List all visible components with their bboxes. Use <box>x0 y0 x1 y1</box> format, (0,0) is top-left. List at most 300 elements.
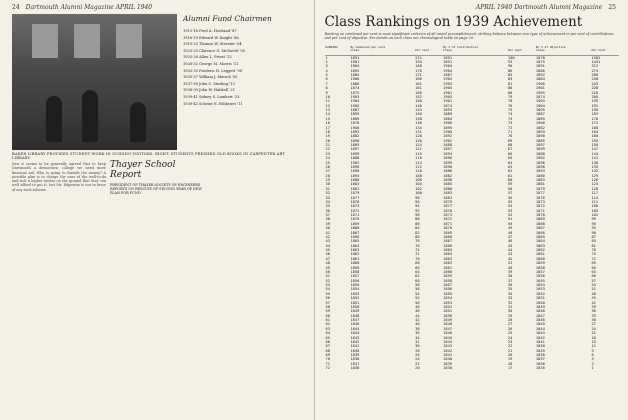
table-cell: 99 <box>591 217 596 222</box>
table-cell: 32 <box>325 191 330 196</box>
table-cell: 1904 <box>443 64 453 69</box>
table-cell: 1888 <box>443 143 453 148</box>
table-cell: 80 <box>507 86 513 91</box>
table-cell: 1838 <box>443 366 453 371</box>
table-cell: 53 <box>325 283 330 288</box>
table-cell: 1893 <box>350 129 360 134</box>
table-cell: 1892 <box>443 134 453 139</box>
table-cell: 2 <box>591 361 594 366</box>
chairman-item: 1938-39 John W. Hubbell '21 <box>183 88 235 93</box>
table-cell: 1836 <box>535 361 545 366</box>
table-cell: 61 <box>507 173 513 178</box>
table-cell: 25 <box>325 160 330 165</box>
table-cell: 1905 <box>350 103 360 108</box>
table-cell: 28 <box>507 318 513 323</box>
table-cell: 1876 <box>350 199 360 204</box>
table-cell: 112 <box>415 164 422 169</box>
table-cell: 19 <box>325 134 330 139</box>
table-cell: 150 <box>415 99 422 104</box>
table-cell: 56 <box>415 287 420 292</box>
table-cell: 47 <box>507 234 513 239</box>
table-cell: 27 <box>325 169 330 174</box>
table-cell: 85 <box>507 73 513 78</box>
table-cell: 176 <box>415 68 422 73</box>
table-cell: 1451 <box>591 59 601 64</box>
table-cell: 100 <box>415 191 422 196</box>
table-cell: 42 <box>507 256 513 261</box>
table-cell: 1857 <box>535 269 545 274</box>
table-cell: 82 <box>415 230 420 235</box>
table-cell: 1889 <box>350 116 360 121</box>
table-cell: 90 <box>591 230 596 235</box>
chairman-item: 1913-16 Fred A. Howland '87 <box>183 29 237 33</box>
table-cell: 135 <box>591 164 599 169</box>
table-cell: 1861 <box>443 265 453 270</box>
table-cell: 1902 <box>350 160 360 165</box>
table-cell: 1862 <box>350 252 360 257</box>
table-cell: 58 <box>415 283 420 288</box>
table-cell: 123 <box>591 182 599 187</box>
table-cell: 38 <box>325 217 330 222</box>
table-cell: 1890 <box>443 164 453 169</box>
right-page <box>315 0 628 420</box>
table-cell: 30 <box>591 318 596 323</box>
table-cell: 36 <box>507 283 513 288</box>
rankings-title: Class Rankings on 1939 Achievement <box>324 14 583 30</box>
table-cell: 48 <box>591 291 596 296</box>
table-cell: 27 <box>507 322 513 327</box>
table-cell: 1874 <box>535 94 545 99</box>
chairman-item: 1939-42 Scheier E. Fabbrieri '11 <box>183 101 243 106</box>
table-cell: 1839 <box>350 353 360 358</box>
column-group-header: RANKING <box>325 45 338 49</box>
table-cell: 8 <box>325 86 328 91</box>
table-cell: 1854 <box>443 296 453 301</box>
table-cell: 258 <box>591 77 599 82</box>
column-sub-header: Class <box>349 49 414 55</box>
table-cell: 30 <box>507 309 513 314</box>
table-cell: 1502 <box>591 55 601 60</box>
table-cell: 1879 <box>535 186 545 191</box>
table-cell: 120 <box>591 186 599 191</box>
table-cell: 1850 <box>443 313 453 318</box>
table-cell: 16 <box>325 121 330 126</box>
table-cell: 1864 <box>443 252 453 257</box>
column-sub-header: Per Cent <box>507 49 535 55</box>
table-cell: 1879 <box>350 191 360 196</box>
table-cell: 140 <box>415 112 422 117</box>
table-cell: 39 <box>507 269 513 274</box>
table-cell: 1872 <box>443 217 453 222</box>
table-cell: 1897 <box>535 143 545 148</box>
table-cell: 1855 <box>443 291 453 296</box>
table-cell: 1867 <box>350 230 360 235</box>
table-cell: 164 <box>591 129 599 134</box>
table-cell: 12 <box>325 103 330 108</box>
table-cell: 50 <box>507 221 513 226</box>
table-cell: 1879 <box>443 199 453 204</box>
table-cell: 1891 <box>535 64 545 69</box>
table-cell: 50 <box>325 269 330 274</box>
table-cell: 1882 <box>350 134 360 139</box>
table-cell: 1858 <box>535 265 545 270</box>
table-cell: 1866 <box>443 243 453 248</box>
table-cell: 35 <box>507 287 513 292</box>
table-cell: 1895 <box>535 108 545 113</box>
table-cell: 1906 <box>443 121 453 126</box>
table-cell: 1844 <box>350 331 360 336</box>
table-cell: 44 <box>507 248 513 253</box>
table-cell: 1850 <box>350 304 360 309</box>
table-cell: 75 <box>507 108 513 113</box>
table-cell: 1852 <box>350 296 360 301</box>
table-cell: 39 <box>591 304 596 309</box>
table-cell: 195 <box>591 99 599 104</box>
table-cell: 57 <box>507 191 513 196</box>
chairman-item: 1937-39 John C. Sterling '13 <box>183 81 235 86</box>
table-cell: 63 <box>507 164 513 169</box>
table-cell: 1851 <box>535 296 545 301</box>
table-cell: 117 <box>591 191 599 196</box>
table-cell: 147 <box>591 147 599 152</box>
table-cell: 1887 <box>535 112 545 117</box>
table-cell: 30 <box>415 344 420 349</box>
table-cell: 152 <box>415 94 422 99</box>
table-cell: 1838 <box>535 353 545 358</box>
table-cell: 10 <box>325 94 330 99</box>
rankings-intro: Ranking on combined per cent is most significant criterion of all-round accomplishment, striking balance between size type of achievement in per cent of contributions and per cent of objective. For details on each class see chronological table on page 26. <box>324 32 614 40</box>
table-cell: 45 <box>325 248 330 253</box>
table-cell: 78 <box>591 248 596 253</box>
table-cell: 1849 <box>535 304 545 309</box>
table-cell: 1890 <box>350 138 360 143</box>
table-cell: 4 <box>325 68 328 73</box>
table-cell: 34 <box>415 335 420 340</box>
table-cell: 1882 <box>443 173 453 178</box>
table-cell: 24 <box>325 156 330 161</box>
table-cell: 192 <box>591 103 599 108</box>
table-cell: 35 <box>325 204 330 209</box>
table-cell: 64 <box>415 269 420 274</box>
table-cell: 81 <box>507 81 513 86</box>
table-cell: 64 <box>325 331 330 336</box>
table-cell: 49 <box>507 226 513 231</box>
table-cell: 66 <box>415 265 420 270</box>
chairman-item: 1919-23 Thomas W. Streeter '04 <box>183 42 242 47</box>
photo-caption: BAKER LIBRARY PROVIDES STUDENT WORK IN GUIDING VISITORS. RIGHT, STUDENTS FRESHEN OLD BOOKS IN CARPENTER ART LIBRARY. <box>12 152 285 160</box>
table-cell: 1863 <box>535 243 545 248</box>
table-cell: 155 <box>591 138 599 143</box>
table-cell: 1867 <box>535 226 545 231</box>
table-cell: 24 <box>415 357 420 362</box>
table-cell: 1902 <box>535 156 545 161</box>
table-cell: 40 <box>415 322 420 327</box>
table-cell: 126 <box>415 138 422 143</box>
table-cell: 90 <box>507 64 513 69</box>
table-cell: 1885 <box>350 143 360 148</box>
table-cell: 1837 <box>350 361 360 366</box>
table-cell: 1874 <box>350 86 360 91</box>
table-cell: 54 <box>325 287 330 292</box>
table-cell: 1868 <box>443 234 453 239</box>
table-cell: 1853 <box>443 300 453 305</box>
table-cell: 161 <box>415 86 422 91</box>
table-cell: 1855 <box>535 278 545 283</box>
table-cell: 131 <box>415 129 422 134</box>
table-cell: 41 <box>325 230 330 235</box>
table-cell: 168 <box>591 125 599 130</box>
table-cell: 13 <box>325 108 330 113</box>
table-cell: 76 <box>415 243 420 248</box>
table-cell: 71 <box>507 129 513 134</box>
table-cell: 1859 <box>350 265 360 270</box>
table-cell: 1900 <box>443 129 453 134</box>
table-cell: 1881 <box>350 186 360 191</box>
table-cell: 1867 <box>443 239 453 244</box>
table-cell: 57 <box>591 278 596 283</box>
table-cell: 1869 <box>443 230 453 235</box>
body-lead: Saw it seems to be generally agreed that to keep Dartmouth a democratic college we need more financial aid. Who is going to furnish the money? A possible plan is to charge the sons of the well-to-do and rich a higher tuition on the ground that they can well afford to put it, but Mr. Edgerton is not in favor of any such scheme. <box>12 162 106 192</box>
table-cell: 1900 <box>535 121 545 126</box>
table-cell: 132 <box>591 169 599 174</box>
table-cell: 33 <box>325 195 330 200</box>
table-cell: 17 <box>507 366 513 371</box>
table-cell: 36 <box>415 331 420 336</box>
table-cell: 1841 <box>350 344 360 349</box>
table-cell: 1852 <box>443 304 453 309</box>
table-cell: 51 <box>325 274 330 279</box>
table-cell: 15 <box>325 116 330 121</box>
table-cell: 116 <box>415 156 422 161</box>
table-cell: 1840 <box>443 357 453 362</box>
chairman-item: 1928-32 George M. Morris '11 <box>183 61 239 66</box>
chairman-item: 1935-37 William J. Minsch '05 <box>183 75 238 80</box>
table-cell: 1904 <box>350 64 360 69</box>
table-cell: 50 <box>415 300 420 305</box>
table-cell: 1888 <box>535 151 545 156</box>
table-cell: 1897 <box>350 147 360 152</box>
table-cell: 43 <box>507 252 513 257</box>
table-cell: 150 <box>591 143 599 148</box>
table-cell: 1894 <box>443 151 453 156</box>
table-cell: 1844 <box>443 339 453 344</box>
chairman-item: 1925-28 Allen L. Priest '13 <box>183 55 232 60</box>
table-cell: 1838 <box>350 357 360 362</box>
table-cell: 1870 <box>350 217 360 222</box>
thayer-report-heading <box>110 160 204 196</box>
table-cell: 6 <box>325 77 328 82</box>
table-cell: 70 <box>325 357 330 362</box>
table-cell: 138 <box>415 116 422 121</box>
table-cell: 69 <box>325 353 330 358</box>
table-cell: 138 <box>591 160 599 165</box>
table-cell: 243 <box>591 81 599 86</box>
table-cell: 1889 <box>443 112 453 117</box>
table-cell: 1854 <box>350 287 360 292</box>
table-cell: 1844 <box>535 326 545 331</box>
table-cell: 146 <box>415 103 422 108</box>
table-cell: 1851 <box>443 309 453 314</box>
table-cell: 194 <box>415 59 422 64</box>
table-cell: 1899 <box>350 151 360 156</box>
table-cell: 55 <box>507 199 513 204</box>
table-cell: 1849 <box>350 309 360 314</box>
table-cell: 1858 <box>350 269 360 274</box>
table-cell: 46 <box>325 252 330 257</box>
table-cell: 33 <box>591 313 596 318</box>
table-cell: 1873 <box>535 199 545 204</box>
table-cell: 1 <box>325 55 328 60</box>
table-cell: 57 <box>325 300 330 305</box>
table-cell: 38 <box>415 326 420 331</box>
table-cell: 1870 <box>535 213 545 218</box>
table-cell: 136 <box>415 121 422 126</box>
rankings-table <box>325 46 619 371</box>
table-cell: 1883 <box>535 178 545 183</box>
page-number: 25 <box>608 4 616 11</box>
table-cell: 1895 <box>443 125 453 130</box>
table-cell: 71 <box>325 361 330 366</box>
table-cell: 53 <box>507 208 513 213</box>
table-cell: 1884 <box>350 73 360 78</box>
table-cell: 1896 <box>350 164 360 169</box>
table-cell: 1845 <box>535 322 545 327</box>
table-cell: 47 <box>325 256 330 261</box>
table-cell: 65 <box>325 335 330 340</box>
table-cell: 1894 <box>350 173 360 178</box>
table-cell: 5 <box>325 73 328 78</box>
table-cell: 1899 <box>535 147 545 152</box>
left-page-header <box>12 4 302 11</box>
table-cell: 60 <box>507 178 513 183</box>
table-cell: 65 <box>507 156 513 161</box>
table-cell: 1880 <box>350 178 360 183</box>
table-cell: 1865 <box>350 239 360 244</box>
table-cell: 1860 <box>350 261 360 266</box>
table-cell: 100 <box>507 55 515 60</box>
table-cell: 160 <box>591 134 599 139</box>
table-cell: 42 <box>591 300 596 305</box>
table-cell: 114 <box>591 195 599 200</box>
table-cell: 1903 <box>443 81 453 86</box>
right-page-header <box>327 4 617 11</box>
table-cell: 1896 <box>535 160 545 165</box>
rankings-body <box>325 55 619 371</box>
table-cell: 1877 <box>350 195 360 200</box>
chairman-item: 1916-19 Edward W. Knight '86 <box>183 35 239 40</box>
table-cell: 124 <box>415 143 422 148</box>
table-cell: 83 <box>507 77 513 82</box>
table-cell: 1901 <box>443 90 453 95</box>
table-cell: 84 <box>591 239 596 244</box>
table-cell: 1865 <box>535 234 545 239</box>
table-cell: 1861 <box>350 256 360 261</box>
table-cell: 274 <box>591 68 599 73</box>
table-cell: 1846 <box>350 322 360 327</box>
table-cell: 1859 <box>535 261 545 266</box>
table-cell: 52 <box>415 296 420 301</box>
table-cell: 1873 <box>350 204 360 209</box>
table-cell: 6 <box>591 353 594 358</box>
table-cell: 114 <box>415 160 422 165</box>
table-cell: 1869 <box>350 221 360 226</box>
table-cell: 60 <box>325 313 330 318</box>
table-cell: 141 <box>591 156 599 161</box>
table-cell: 9 <box>325 90 328 95</box>
table-cell: 63 <box>325 326 330 331</box>
table-cell: 1864 <box>350 243 360 248</box>
table-cell: 56 <box>325 296 330 301</box>
table-cell: 1842 <box>443 348 453 353</box>
table-cell: 17 <box>325 125 330 130</box>
table-cell: 63 <box>591 269 596 274</box>
table-cell: 75 <box>591 252 596 257</box>
table-cell: 1843 <box>350 335 360 340</box>
table-cell: 1860 <box>535 256 545 261</box>
table-cell: 86 <box>507 68 513 73</box>
table-cell: 1880 <box>535 173 545 178</box>
table-cell: 1905 <box>535 90 545 95</box>
table-cell: 40 <box>325 226 330 231</box>
table-cell: 3 <box>591 357 594 362</box>
table-cell: 60 <box>591 274 596 279</box>
table-cell: 144 <box>591 151 599 156</box>
table-cell: 23 <box>507 339 513 344</box>
table-cell: 79 <box>507 94 513 99</box>
thayer-title: Thayer School Report <box>110 160 176 180</box>
table-cell: 143 <box>415 108 422 113</box>
table-cell: 1842 <box>350 339 360 344</box>
table-cell: 1886 <box>535 68 545 73</box>
table-cell: 1846 <box>535 318 545 323</box>
table-cell: 1839 <box>443 361 453 366</box>
table-cell: 70 <box>507 134 513 139</box>
table-cell: 78 <box>507 99 513 104</box>
table-cell: 1870 <box>443 226 453 231</box>
table-cell: 1881 <box>535 182 545 187</box>
table-cell: 37 <box>325 213 330 218</box>
table-cell: 111 <box>591 199 599 204</box>
table-cell: 42 <box>415 318 420 323</box>
table-cell: 29 <box>325 178 330 183</box>
table-cell: 98 <box>415 195 420 200</box>
alumni-fund-chairmen-box <box>183 14 303 154</box>
table-cell: 1866 <box>350 234 360 239</box>
table-cell: 54 <box>591 283 596 288</box>
table-cell: 1863 <box>443 256 453 261</box>
table-cell: 1846 <box>443 331 453 336</box>
table-cell: 1888 <box>350 156 360 161</box>
table-cell: 80 <box>415 234 420 239</box>
table-cell: 94 <box>415 204 420 209</box>
table-cell: 52 <box>507 213 513 218</box>
thayer-subtitle: PRESIDENT OF THAYER SOCIETY OF ENGINEERS REPORTS ON RESULTS OF SECOND YEAR OF NEW PLAN FOR FUND <box>110 183 202 196</box>
table-cell: 45 <box>591 296 596 301</box>
table-cell: 110 <box>415 169 422 174</box>
column-sub-header: Class <box>442 49 507 55</box>
table-cell: 68 <box>507 143 513 148</box>
table-cell: 34 <box>325 199 330 204</box>
table-cell: 58 <box>507 186 513 191</box>
table-cell: 1887 <box>443 73 453 78</box>
table-cell: 69 <box>591 261 596 266</box>
table-cell: 72 <box>325 366 330 371</box>
table-cell: 38 <box>507 274 513 279</box>
table-cell: 56 <box>507 195 513 200</box>
table-cell: 228 <box>591 86 599 91</box>
table-row <box>325 366 619 370</box>
table-cell: 21 <box>507 348 513 353</box>
